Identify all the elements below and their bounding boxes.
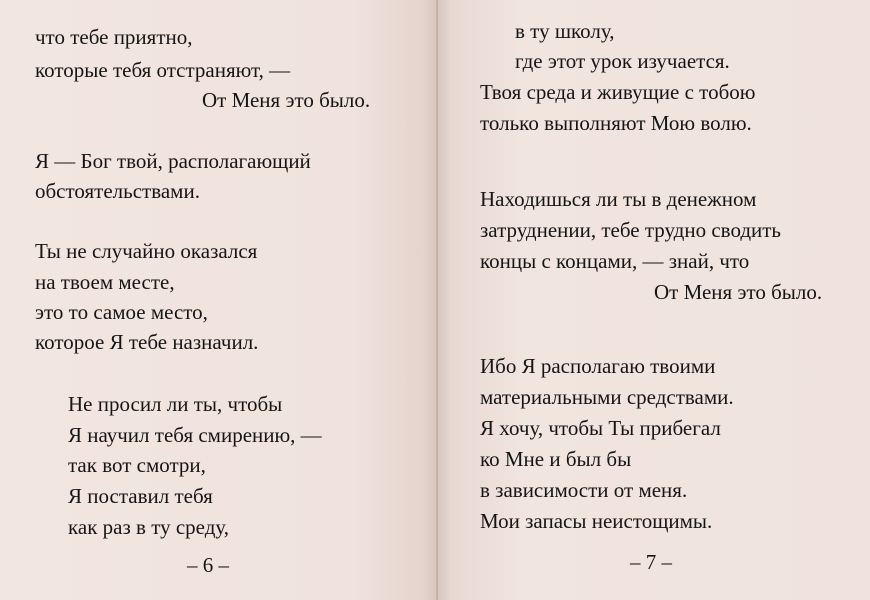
text-line: Я поставил тебя (68, 484, 213, 508)
text-line: в зависимости от меня. (480, 478, 688, 502)
text-line: только выполняют Мою волю. (480, 111, 752, 135)
text-line: Я научил тебя смирению, — (68, 423, 322, 447)
text-line: Ибо Я располагаю твоими (480, 354, 716, 378)
text-line: От Меня это было. (202, 88, 371, 112)
text-line: на твоем месте, (35, 270, 175, 294)
text-line: которые тебя отстраняют, — (35, 58, 291, 82)
text-line: материальными средствами. (480, 385, 734, 409)
text-line: Ты не случайно оказался (35, 239, 258, 263)
right-page (438, 0, 870, 600)
text-line: Я хочу, чтобы Ты прибегал (480, 416, 721, 440)
text-line: где этот урок изучается. (515, 49, 730, 73)
text-line: Не просил ли ты, чтобы (68, 392, 283, 416)
text-line: Мои запасы неистощимы. (480, 509, 713, 533)
text-line: как раз в ту среду, (68, 515, 230, 539)
text-line: ко Мне и был бы (480, 447, 632, 471)
text-line: От Меня это было. (654, 280, 823, 304)
page-number: – 6 – (187, 553, 229, 577)
text-line: которое Я тебе назначил. (35, 330, 259, 354)
text-line: в ту школу, (515, 19, 615, 43)
text-line: концы с концами, — знай, что (480, 249, 750, 273)
text-line: затруднении, тебе трудно сводить (480, 218, 782, 242)
text-line: что тебе приятно, (35, 25, 193, 49)
text-line: Находишься ли ты в денежном (480, 187, 757, 211)
text-line: обстоятельствами. (35, 179, 200, 203)
page-number: – 7 – (630, 550, 672, 574)
text-line: Твоя среда и живущие с тобою (480, 80, 756, 104)
text-line: Я — Бог твой, располагающий (35, 149, 311, 173)
text-line: это то самое место, (35, 300, 208, 324)
text-line: так вот смотри, (68, 453, 206, 477)
